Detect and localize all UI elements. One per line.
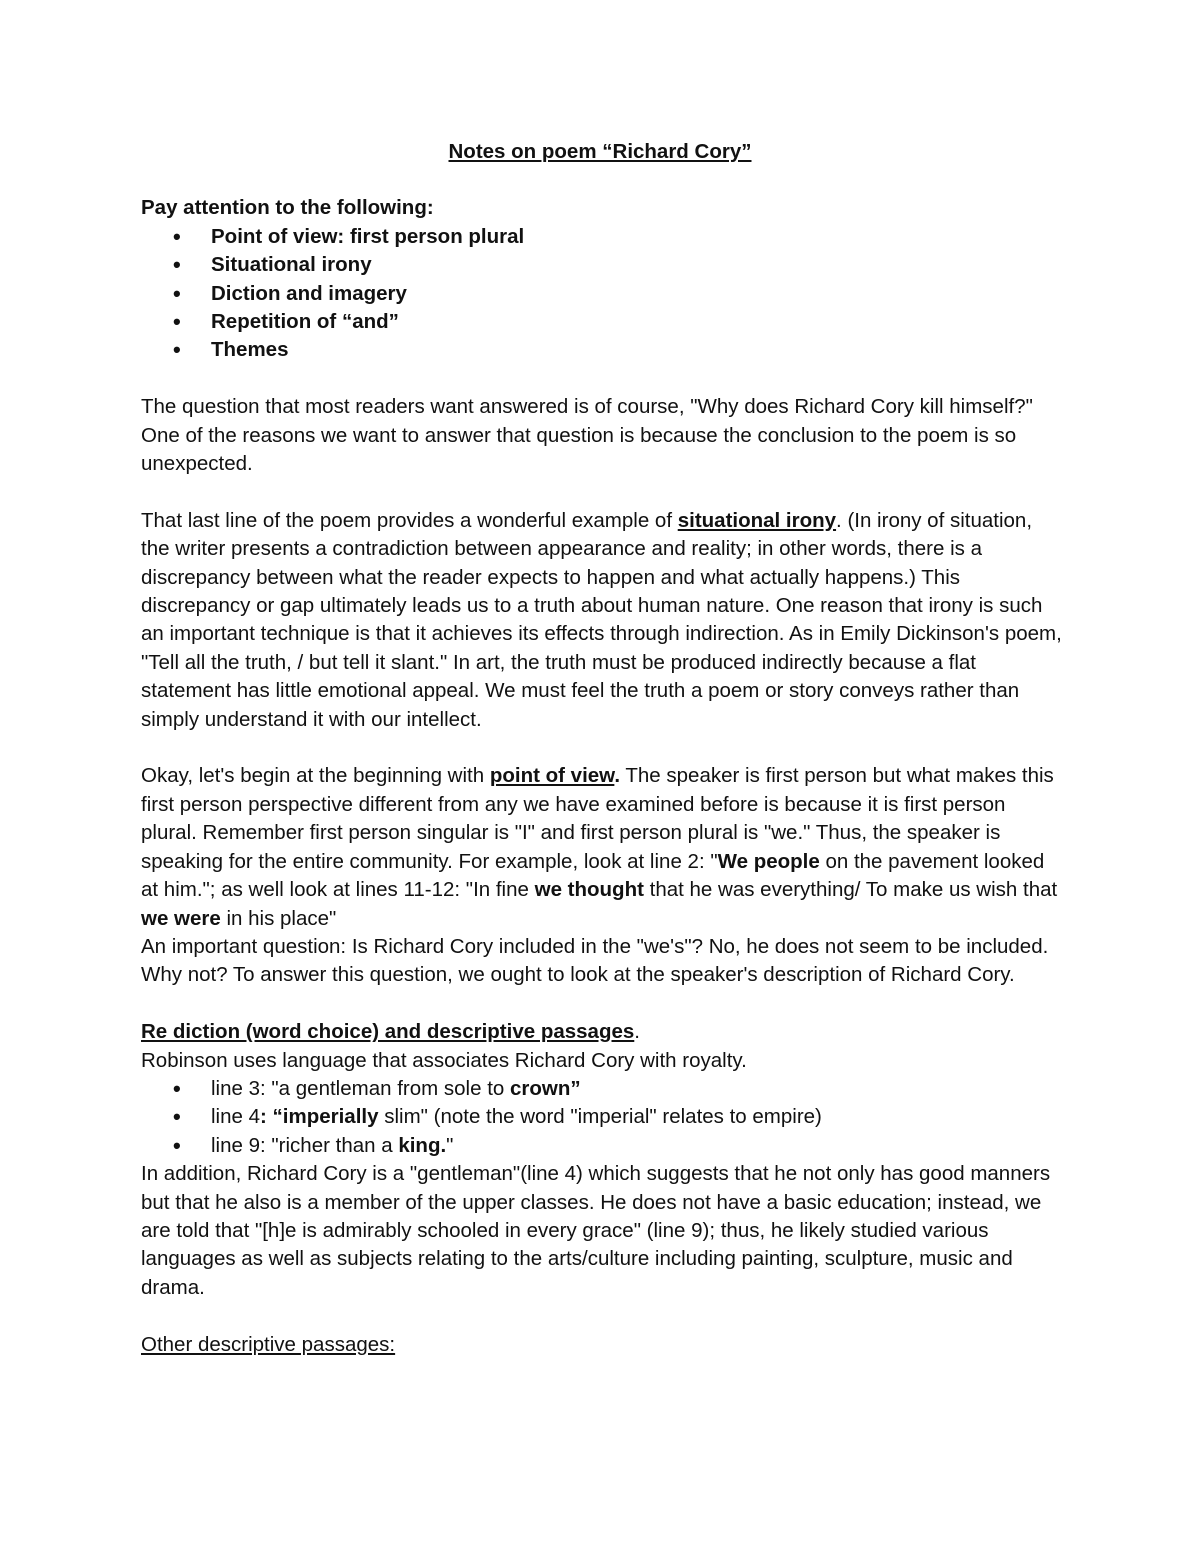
list-item: • Themes <box>211 336 1066 364</box>
emphasis-we-people: We people <box>717 849 820 873</box>
royalty-list <box>141 1075 1066 1160</box>
emphasis-we-thought: we thought <box>534 878 644 902</box>
text-run: Okay, let's begin at the beginning with <box>141 764 490 788</box>
text-run: slim" (note the word "imperial" relates to empire) <box>378 1105 822 1129</box>
page-title: Notes on poem “Richard Cory” <box>448 140 752 163</box>
paragraph-point-of-view <box>141 762 1066 932</box>
text-run: line 4 <box>211 1105 261 1129</box>
text-run: in his place" <box>220 906 337 930</box>
text-run: " <box>446 1133 454 1157</box>
section-diction <box>141 1018 1066 1046</box>
section-heading-other-passages: Other descriptive passages: <box>141 1332 396 1356</box>
section-heading-diction: Re diction (word choice) and descriptive passages <box>141 1020 635 1044</box>
text-run: . (In irony of situation, the writer presents a contradiction between appearance and reality; in other words, there is a discrepancy between what the reader expects to happen and what actually happens.) This discrepancy or gap ultimately leads us to a truth about human nature. One reason that irony is such an important technique is that it achieves its effects through indirection. As in Emily Dickinson's poem, "Tell all the truth, / but tell it slant." In art, the truth must be produced indirectly because a flat statement has little emotional appeal. We must feel the truth a poem or story conveys rather than simply understand it with our intellect. <box>141 508 1062 731</box>
text-run: . <box>634 1020 640 1044</box>
text-run: The speaker is first person but what makes this first person perspective different from any we have examined before is because it is first person plural. Remember first person singular is "I" and first person plural is "we." Thus, the speaker is speaking for the entire community. For example, look at line 2: " <box>141 764 1054 873</box>
text-run: that he was everything/ To make us wish that <box>643 878 1058 902</box>
paragraph-royalty: Robinson uses language that associates Richard Cory with royalty. <box>141 1048 747 1072</box>
list-item: • Situational irony <box>211 251 1066 279</box>
paragraph-question: The question that most readers want answered is of course, "Why does Richard Cory kill himself?" One of the reasons we want to answer that question is because the conclusion to the poem is so unexpected. <box>141 395 1033 476</box>
text-run: That last line of the poem provides a wonderful example of <box>141 508 678 532</box>
paragraph-irony <box>141 507 1066 734</box>
paragraph-important-question: An important question: Is Richard Cory included in the "we's"? No, he does not seem to be included. Why not? To answer this question, we ought to look at the speaker's description of Richard Cory. <box>141 934 1049 987</box>
emphasis-we-were: we were <box>141 906 221 930</box>
attention-label: Pay attention to the following: <box>141 196 434 220</box>
term-point-of-view: point of view <box>489 764 615 788</box>
list-item <box>211 1075 1066 1103</box>
attention-list <box>141 223 1066 365</box>
emphasis-imperially: : “imperially <box>260 1105 379 1129</box>
emphasis-king: king. <box>398 1133 447 1157</box>
document-body <box>141 138 1066 1359</box>
list-item: • Point of view: first person plural <box>211 223 1066 251</box>
paragraph-gentleman: In addition, Richard Cory is a "gentleman"(line 4) which suggests that he not only has good manners but that he also is a member of the upper classes. He does not have a basic education; instead, we are told that "[h]e is admirably schooled in every grace" (line 9); thus, he likely studied various languages as well as subjects relating to the arts/culture including painting, sculpture, music and drama. <box>141 1162 1051 1299</box>
list-item <box>211 1132 1066 1160</box>
list-item <box>211 1103 1066 1131</box>
emphasis-crown: crown” <box>510 1076 581 1100</box>
list-item: • Repetition of “and” <box>211 308 1066 336</box>
text-run: line 3: "a gentleman from sole to <box>211 1076 510 1100</box>
text-run: line 9: "richer than a <box>211 1133 399 1157</box>
term-situational-irony: situational irony <box>677 508 837 532</box>
list-item: • Diction and imagery <box>211 280 1066 308</box>
text-run: on the pavement looked at him."; as well look at lines 11-12: "In fine <box>141 849 1045 902</box>
text-run: . <box>614 764 621 788</box>
